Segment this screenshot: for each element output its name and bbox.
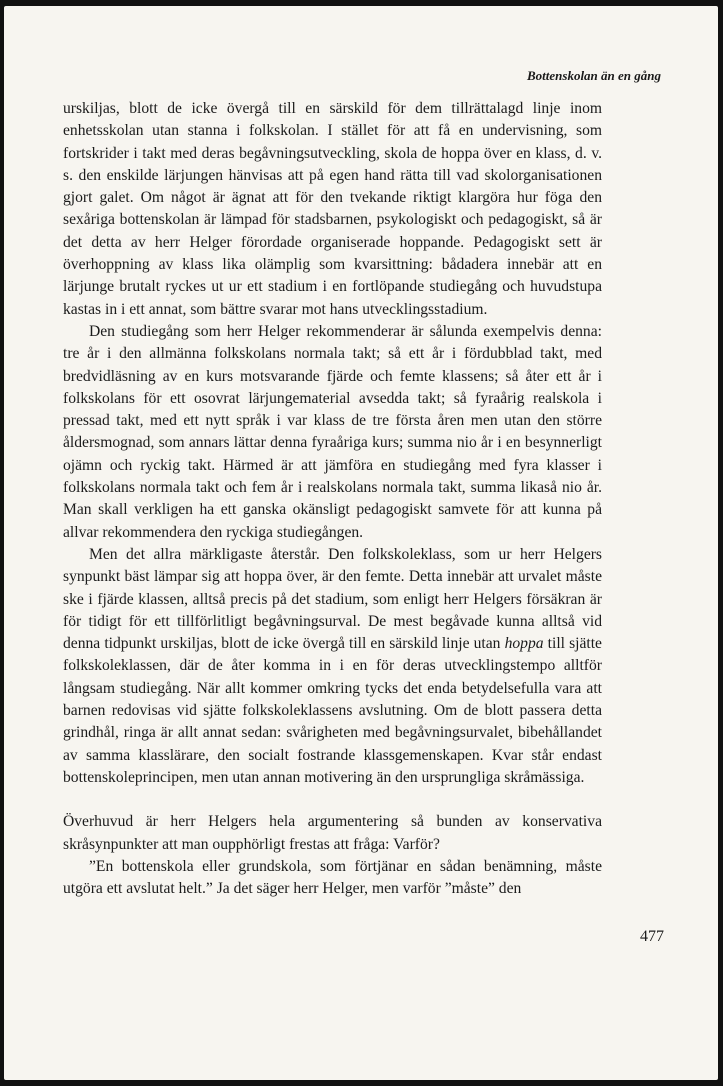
paragraph-quotation: ”En bottenskola eller grundskola, som förtjänar en sådan benämning, måste utgöra ett avslutat helt.” Ja det säger herr Helger, men varför ”måste” den bbox=[63, 857, 602, 898]
body-text bbox=[63, 98, 602, 900]
paragraph-most-remarkable bbox=[63, 544, 602, 789]
book-page bbox=[4, 6, 718, 1080]
paragraph-continuation: urskiljas, blott de icke övergå till en särskild för dem tillrättalagd linje inom enhetsskolan utan stanna i folkskolan. I stället för att få en undervisning, som fortskrider i takt med deras begåvningsutveckling, skola de hoppa över en klass, d. v. s. den enskilde lärjungen hänvisas att på egen hand rätta till vad skolorganisationen gjort galet. Om något är ägnat att för den tvekande riktigt klargöra hur föga den sexåriga bottenskolan är lämpad för stadsbarnen, psykologiskt och pedagogiskt, så är det detta av herr Helger förordade organiserade hoppande. Pedagogiskt sett är överhoppning av klass lika olämplig som kvarsittning: bådadera innebär att en lärjunge brutalt ryckes ut ur ett stadium i en fortlöpande studiegång och huvudstupa kastas in i ett annat, som bättre svarar mot hans utvecklingsstadium. bbox=[63, 100, 602, 318]
emphasized-word: hoppa bbox=[504, 635, 544, 653]
page-number: 477 bbox=[640, 928, 664, 945]
running-head: Bottenskolan än en gång bbox=[526, 68, 661, 83]
paragraph-text-part: Men det allra märkligaste återstår. Den folkskoleklass, som ur herr Helgers synpunkt bäst lämpar sig att hoppa över, är den femte. Detta innebär att urvalet måste ske i fjärde klassen, alltså precis på det stadium, som enligt herr Helgers försäkran är för tidigt för ett tillförlitligt begåvningsurval. De mest begåvade kunna alltså vid denna tidpunkt urskiljas, blott de icke övergå till en särskild linje utan bbox=[63, 545, 602, 653]
paragraph-overall-argument: Överhuvud är herr Helgers hela argumentering så bunden av konservativa skråsynpunkter att man oupphörligt frestas att fråga: Varför? bbox=[63, 813, 602, 853]
paragraph-text-part: till sjätte folkskoleklassen, där de åter komma in i en för deras utvecklingstempo alltför långsam studiegång. När allt kommer omkring tycks det enda betydelsefulla vara att barnen redovisas vid sjätte folkskoleklassens avslutning. Om de blott passera detta grindhål, ringa är allt annat sedan: svårigheten med begåvningsurvalet, bibehållandet av samma klasslärare, den socialt fostrande klassgemenskapen. Kvar står endast bottenskoleprincipen, men utan annan motivering än den ursprungliga skråmässiga. bbox=[63, 635, 602, 786]
paragraph-study-path: Den studiegång som herr Helger rekommenderar är sålunda exempelvis denna: tre år i den allmänna folkskolans normala takt; så ett år i fördubblad takt, med bredvidläsning av en kurs motsvarande fjärde och femte klassens; så åter ett år i folkskolans för ett osovrat lärjungematerial avsedda takt; så fyraårig realskola i pressad takt, med ett nytt språk i var klass de tre första åren men utan den större åldersmognad, som annars lättar denna fyraåriga kurs; summa nio år i en besynnerligt ojämn och ryckig takt. Härmed är att jämföra en studiegång med fyra klasser i folkskolans normala takt och fem år i realskolans normala takt, summa likaså nio år. Man skall verkligen ha ett ganska okänsligt pedagogiskt samvete för att kunna på allvar rekommendera den ryckiga studiegången. bbox=[63, 322, 602, 541]
